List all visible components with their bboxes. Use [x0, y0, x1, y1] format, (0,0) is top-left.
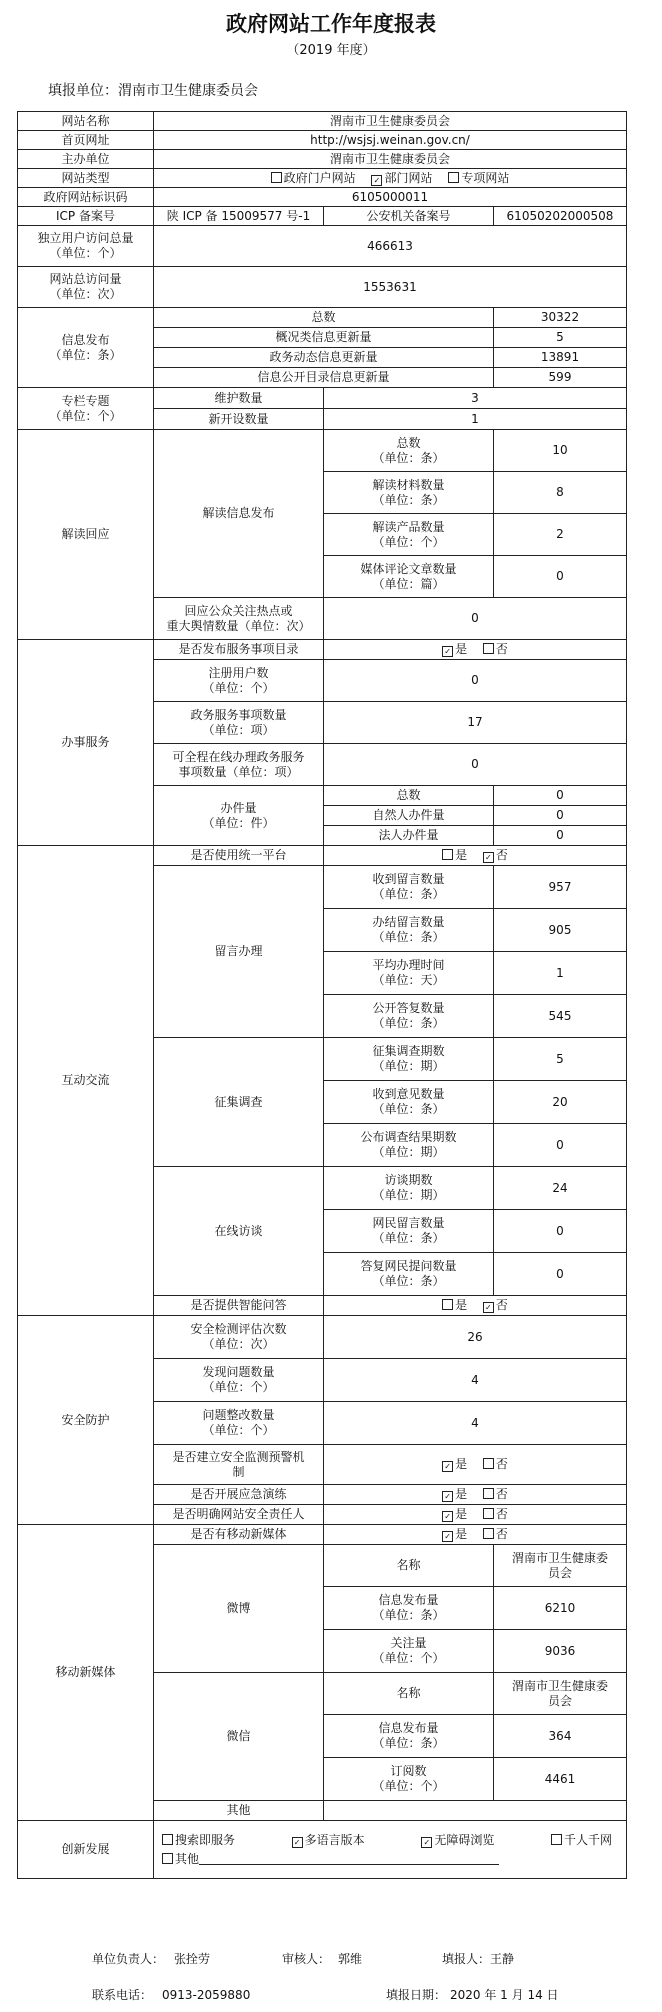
weibo-post-label: 信息发布量 （单位：条） — [324, 1587, 494, 1630]
interpret-row-label: 解读产品数量 （单位：个） — [324, 514, 494, 556]
weibo-fans: 9036 — [494, 1630, 627, 1673]
site-code: 6105000011 — [154, 188, 627, 207]
cases-row-value: 0 — [494, 806, 627, 826]
security-label: 安全防护 — [18, 1316, 154, 1525]
msg-row-value: 545 — [494, 995, 627, 1038]
interact-talk-label: 在线访谈 — [154, 1167, 324, 1296]
site-name: 渭南市卫生健康委员会 — [154, 112, 627, 131]
interact-survey-label: 征集调查 — [154, 1038, 324, 1167]
weibo-label: 微博 — [154, 1545, 324, 1673]
cases-row-label: 自然人办件量 — [324, 806, 494, 826]
wechat-name-label: 名称 — [324, 1673, 494, 1715]
innovate-label: 创新发展 — [18, 1821, 154, 1879]
wechat-label: 微信 — [154, 1673, 324, 1801]
interpret-label: 解读回应 — [18, 430, 154, 640]
homepage: http://wsjsj.weinan.gov.cn/ — [154, 131, 627, 150]
option-no[interactable]: ✓ 否 — [483, 1298, 508, 1313]
interpret-row-value: 8 — [494, 472, 627, 514]
option-no[interactable]: 否 — [483, 1507, 508, 1522]
checkbox-icon — [483, 1508, 494, 1519]
wechat-post: 364 — [494, 1715, 627, 1758]
weibo-name: 渭南市卫生健康委 员会 — [494, 1545, 627, 1587]
type-option-department[interactable]: ✓ 部门网站 — [371, 171, 432, 186]
service-users: 0 — [324, 660, 627, 702]
talk-row-label: 答复网民提问数量 （单位：条） — [324, 1253, 494, 1296]
wechat-post-label: 信息发布量 （单位：条） — [324, 1715, 494, 1758]
survey-row-value: 0 — [494, 1124, 627, 1167]
service-label: 办事服务 — [18, 640, 154, 846]
row-info-total — [18, 308, 627, 328]
checkbox-icon — [483, 1488, 494, 1499]
row-mobile-has — [18, 1525, 627, 1545]
row-interact-platform — [18, 846, 627, 866]
info-row-label: 政务动态信息更新量 — [154, 348, 494, 368]
uv: 466613 — [154, 226, 627, 267]
service-catalog-label: 是否发布服务事项目录 — [154, 640, 324, 660]
type-option-portal[interactable]: 政府门户网站 — [271, 171, 356, 186]
interact-platform-label: 是否使用统一平台 — [154, 846, 324, 866]
homepage-label: 首页网址 — [18, 131, 154, 150]
interpret-row-label: 解读材料数量 （单位：条） — [324, 472, 494, 514]
msg-row-value: 1 — [494, 952, 627, 995]
row-pv — [18, 267, 627, 308]
column-label: 专栏专题 （单位：个） — [18, 388, 154, 430]
uv-label: 独立用户访问总量 （单位：个） — [18, 226, 154, 267]
option-no[interactable]: 否 — [483, 1527, 508, 1542]
footer-phone: 联系电话： 0913-2059880 — [92, 1988, 251, 2002]
msg-row-label: 公开答复数量 （单位：条） — [324, 995, 494, 1038]
security-person-label: 是否明确网站安全责任人 — [154, 1505, 324, 1525]
wechat-name: 渭南市卫生健康委 员会 — [494, 1673, 627, 1715]
innovate-option-accessible[interactable]: ✓ 无障碍浏览 — [421, 1833, 494, 1848]
option-yes[interactable]: 是 — [442, 848, 467, 863]
security-fixed-label: 问题整改数量 （单位：个） — [154, 1402, 324, 1445]
weibo-fans-label: 关注量 （单位：个） — [324, 1630, 494, 1673]
mobile-label: 移动新媒体 — [18, 1525, 154, 1821]
checkbox-icon — [442, 849, 453, 860]
interact-smart-label: 是否提供智能问答 — [154, 1296, 324, 1316]
checkbox-icon: ✓ — [483, 1302, 494, 1313]
security-monitor-options — [324, 1445, 627, 1485]
host-label: 主办单位 — [18, 150, 154, 169]
info-row-value: 30322 — [494, 308, 627, 328]
talk-row-label: 网民留言数量 （单位：条） — [324, 1210, 494, 1253]
checkbox-icon: ✓ — [483, 852, 494, 863]
interpret-row-label: 媒体评论文章数量 （单位：篇） — [324, 556, 494, 598]
checkbox-icon — [271, 172, 282, 183]
survey-row-value: 20 — [494, 1081, 627, 1124]
mobile-has-label: 是否有移动新媒体 — [154, 1525, 324, 1545]
talk-row-value: 24 — [494, 1167, 627, 1210]
site-type-label: 网站类型 — [18, 169, 154, 188]
innovate-option-personal[interactable]: 千人千网 — [551, 1833, 612, 1848]
option-no[interactable]: 否 — [483, 642, 508, 657]
row-site-type — [18, 169, 627, 188]
service-items: 17 — [324, 702, 627, 744]
security-found-label: 发现问题数量 （单位：个） — [154, 1359, 324, 1402]
talk-row-label: 访谈期数 （单位：期） — [324, 1167, 494, 1210]
weibo-name-label: 名称 — [324, 1545, 494, 1587]
row-uv — [18, 226, 627, 267]
service-online-label: 可全程在线办理政务服务 事项数量（单位：项） — [154, 744, 324, 786]
innovate-option-search[interactable]: 搜索即服务 — [162, 1833, 235, 1848]
row-interpret-total — [18, 430, 627, 472]
checkbox-icon: ✓ — [442, 646, 453, 657]
interact-platform-options — [324, 846, 627, 866]
service-online: 0 — [324, 744, 627, 786]
other-underline — [199, 1852, 499, 1865]
row-service-catalog — [18, 640, 627, 660]
row-icp — [18, 207, 627, 226]
footer-reviewer: 审核人： 郭维 — [282, 1952, 363, 1966]
info-label: 信息发布 （单位：条） — [18, 308, 154, 388]
info-row-value: 5 — [494, 328, 627, 348]
checkbox-icon — [483, 643, 494, 654]
mobile-has-options — [324, 1525, 627, 1545]
interpret-hot-value: 0 — [324, 598, 627, 640]
fill-unit-label: 填报单位： — [48, 83, 118, 99]
checkbox-icon: ✓ — [442, 1461, 453, 1472]
security-monitor-label: 是否建立安全监测预警机 制 — [154, 1445, 324, 1485]
checkbox-icon — [483, 1528, 494, 1539]
service-users-label: 注册用户数 （单位：个） — [154, 660, 324, 702]
option-yes[interactable]: ✓ 是 — [442, 642, 467, 657]
footer-filler: 填报人：王静 — [442, 1952, 515, 1966]
checkbox-icon: ✓ — [442, 1491, 453, 1502]
option-yes[interactable]: ✓ 是 — [442, 1457, 467, 1472]
type-option-special[interactable]: 专项网站 — [448, 171, 509, 186]
security-drill-label: 是否开展应急演练 — [154, 1485, 324, 1505]
cases-row-value: 0 — [494, 826, 627, 846]
checkbox-icon: ✓ — [442, 1511, 453, 1522]
cases-row-label: 总数 — [324, 786, 494, 806]
interpret-sub-label: 解读信息发布 — [154, 430, 324, 598]
site-code-label: 政府网站标识码 — [18, 188, 154, 207]
mobile-other-label: 其他 — [154, 1801, 324, 1821]
row-security-check — [18, 1316, 627, 1359]
icp: 陕 ICP 备 15009577 号-1 — [154, 207, 324, 226]
wechat-sub-label: 订阅数 （单位：个） — [324, 1758, 494, 1801]
checkbox-icon — [483, 1458, 494, 1469]
fill-unit-line — [48, 80, 258, 100]
weibo-post: 6210 — [494, 1587, 627, 1630]
report-table — [17, 111, 627, 1879]
info-row-label: 总数 — [154, 308, 494, 328]
interpret-row-value: 10 — [494, 430, 627, 472]
talk-row-value: 0 — [494, 1210, 627, 1253]
interpret-row-label: 总数 （单位：条） — [324, 430, 494, 472]
footer-date: 填报日期： 2020 年 1 月 14 日 — [386, 1988, 559, 2002]
site-type-options — [154, 169, 627, 188]
cases-row-value: 0 — [494, 786, 627, 806]
column-row-label: 新开设数量 — [154, 409, 324, 430]
survey-row-label: 征集调查期数 （单位：期） — [324, 1038, 494, 1081]
row-site-name — [18, 112, 627, 131]
checkbox-icon: ✓ — [371, 175, 382, 186]
option-yes[interactable]: ✓ 是 — [442, 1527, 467, 1542]
survey-row-label: 公布调查结果期数 （单位：期） — [324, 1124, 494, 1167]
cases-row-label: 法人办件量 — [324, 826, 494, 846]
security-check-label: 安全检测评估次数 （单位：次） — [154, 1316, 324, 1359]
option-no[interactable]: ✓ 否 — [483, 848, 508, 863]
survey-row-label: 收到意见数量 （单位：条） — [324, 1081, 494, 1124]
security-drill-options — [324, 1485, 627, 1505]
row-site-code — [18, 188, 627, 207]
service-catalog-options — [324, 640, 627, 660]
survey-row-value: 5 — [494, 1038, 627, 1081]
info-row-label: 信息公开目录信息更新量 — [154, 368, 494, 388]
pv-label: 网站总访问量 （单位：次） — [18, 267, 154, 308]
info-row-value: 599 — [494, 368, 627, 388]
fill-unit: 渭南市卫生健康委员会 — [118, 83, 258, 99]
interpret-row-value: 2 — [494, 514, 627, 556]
option-yes[interactable]: 是 — [442, 1298, 467, 1313]
option-no[interactable]: 否 — [483, 1487, 508, 1502]
checkbox-icon — [162, 1834, 173, 1845]
innovate-options — [154, 1821, 627, 1879]
police: 61050202000508 — [494, 207, 627, 226]
msg-row-value: 957 — [494, 866, 627, 909]
row-homepage — [18, 131, 627, 150]
police-label: 公安机关备案号 — [324, 207, 494, 226]
checkbox-icon: ✓ — [442, 1531, 453, 1542]
checkbox-icon — [162, 1853, 173, 1864]
checkbox-icon: ✓ — [292, 1837, 303, 1848]
row-column-maintain — [18, 388, 627, 409]
msg-row-label: 办结留言数量 （单位：条） — [324, 909, 494, 952]
security-fixed: 4 — [324, 1402, 627, 1445]
row-host — [18, 150, 627, 169]
msg-row-label: 平均办理时间 （单位：天） — [324, 952, 494, 995]
option-no[interactable]: 否 — [483, 1457, 508, 1472]
option-yes[interactable]: ✓ 是 — [442, 1507, 467, 1522]
report-year: （2019 年度） — [286, 43, 376, 58]
interact-smart-options — [324, 1296, 627, 1316]
innovate-option-multilang[interactable]: ✓ 多语言版本 — [292, 1833, 365, 1848]
security-found: 4 — [324, 1359, 627, 1402]
interpret-row-value: 0 — [494, 556, 627, 598]
mobile-other — [324, 1801, 627, 1821]
pv: 1553631 — [154, 267, 627, 308]
option-yes[interactable]: ✓ 是 — [442, 1487, 467, 1502]
info-row-value: 13891 — [494, 348, 627, 368]
msg-row-value: 905 — [494, 909, 627, 952]
innovate-other[interactable]: 其他 — [162, 1852, 624, 1867]
interact-msg-label: 留言办理 — [154, 866, 324, 1038]
interpret-hot-label: 回应公众关注热点或 重大舆情数量（单位：次） — [154, 598, 324, 640]
innovate-option-row — [162, 1833, 624, 1848]
checkbox-icon: ✓ — [421, 1837, 432, 1848]
wechat-sub: 4461 — [494, 1758, 627, 1801]
talk-row-value: 0 — [494, 1253, 627, 1296]
checkbox-icon — [442, 1299, 453, 1310]
host: 渭南市卫生健康委员会 — [154, 150, 627, 169]
column-row-label: 维护数量 — [154, 388, 324, 409]
column-row-value: 1 — [324, 409, 627, 430]
interact-label: 互动交流 — [18, 846, 154, 1316]
column-row-value: 3 — [324, 388, 627, 409]
service-items-label: 政务服务事项数量 （单位：项） — [154, 702, 324, 744]
service-cases-label: 办件量 （单位：件） — [154, 786, 324, 846]
checkbox-icon — [448, 172, 459, 183]
security-check: 26 — [324, 1316, 627, 1359]
report-title: 政府网站工作年度报表 — [226, 11, 436, 36]
security-person-options — [324, 1505, 627, 1525]
site-name-label: 网站名称 — [18, 112, 154, 131]
row-innovate — [18, 1821, 627, 1879]
icp-label: ICP 备案号 — [18, 207, 154, 226]
info-row-label: 概况类信息更新量 — [154, 328, 494, 348]
footer-head: 单位负责人： 张拴劳 — [92, 1952, 211, 1966]
checkbox-icon — [551, 1834, 562, 1845]
msg-row-label: 收到留言数量 （单位：条） — [324, 866, 494, 909]
